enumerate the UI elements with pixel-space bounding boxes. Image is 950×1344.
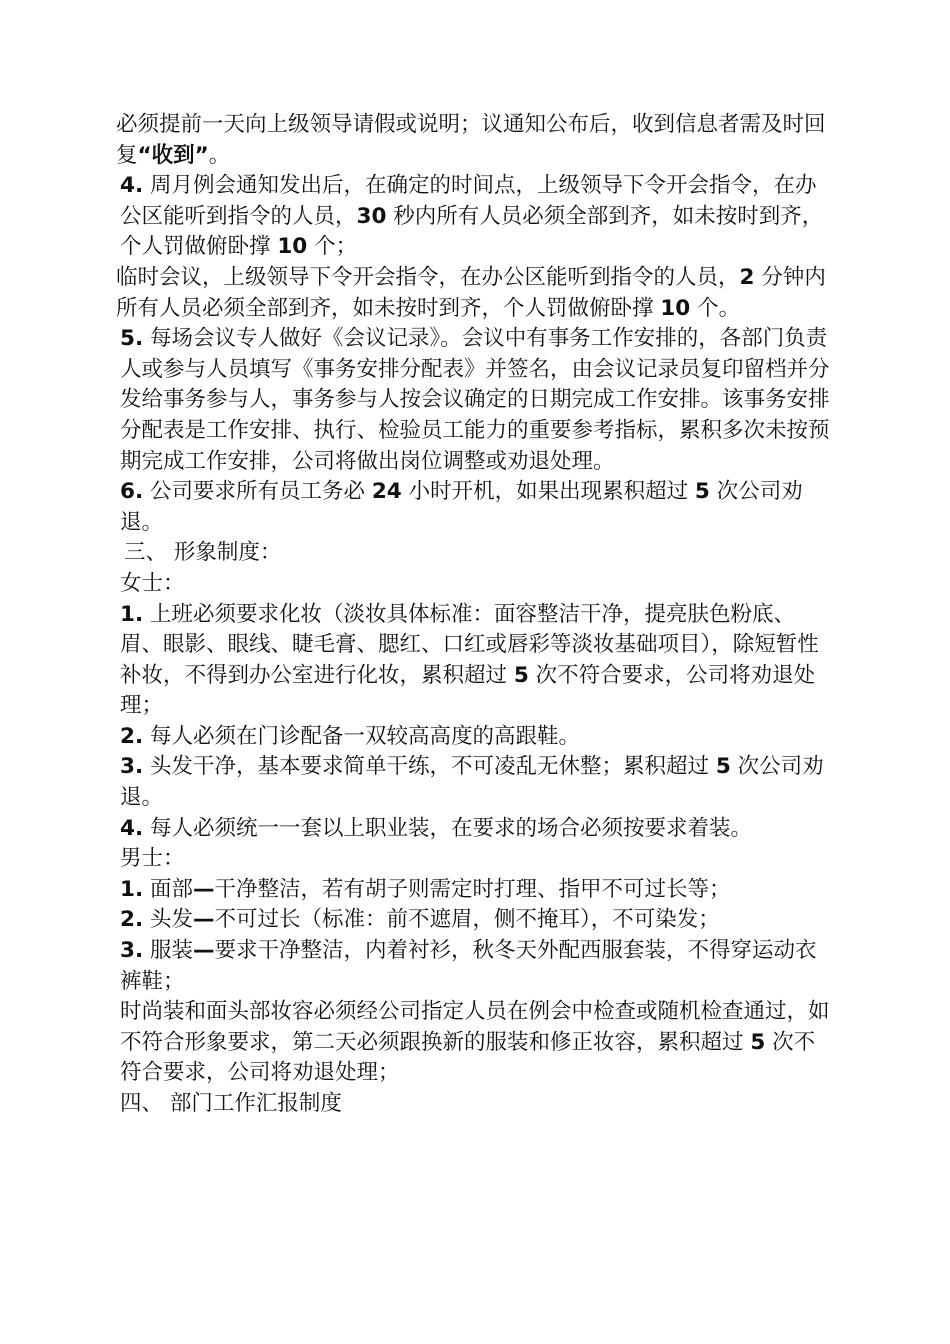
text-run: 周月例会通知发出后，在确定的时间点，上级领导下令开会指令，在办公区能听到指令的人员，: [120, 173, 817, 229]
p-item-4-monthly: [116, 171, 836, 263]
bold-text-run: 24: [371, 479, 402, 505]
p-temporary-meeting: [116, 263, 836, 324]
p-item-6-phone: [116, 477, 836, 538]
p-section-4-heading: [116, 1089, 836, 1120]
bold-text-run: 5: [694, 479, 710, 505]
text-run: 每场会议专人做好《会议记录》。会议中有事务工作安排的，各部门负责人或参与人员填写《事务安排分配表》并签名，由会议记录员复印留档并分发给事务参与人，事务参与人按会议确定的日期完成工作安排。该事务安排分配表是工作安排、执行、检验员工能力的重要参考指标，累积多次未按预期完成工作安排，公司将做出岗位调整或劝退处理。: [120, 326, 830, 474]
p-men-1-face: [116, 875, 836, 906]
bold-text-run: 2.: [120, 723, 144, 749]
text-run: 次不符合要求，公司将劝退处理；: [120, 1029, 816, 1086]
text-run: 女士：: [120, 570, 185, 596]
p-inspection: [116, 997, 836, 1089]
p-item-5-records: [116, 324, 836, 477]
text-run: 分钟内所有人员必须全部到齐，如未按时到齐，个人罚做俯卧撑: [116, 264, 826, 321]
bold-text-run: —: [192, 876, 215, 902]
text-run: 不可过长（标准：前不遮眉，侧不掩耳），不可染发；: [214, 907, 720, 933]
text-run: 。: [208, 142, 231, 168]
p-women-1-makeup: [116, 600, 836, 722]
text-run: 必须提前一天向上级领导请假或说明；议通知公布后，收到信息者需及时回复: [116, 112, 826, 168]
text-run: 公司要求所有员工务必: [143, 479, 372, 505]
text-run: 次不符合要求，公司将劝退处理；: [120, 662, 816, 719]
document-body: [116, 110, 836, 1120]
bold-text-run: 4.: [120, 815, 144, 841]
p-women-heading: [116, 569, 836, 600]
bold-text-run: 4.: [120, 173, 144, 199]
p-men-heading: [116, 844, 836, 875]
bold-text-run: —: [192, 938, 215, 964]
text-run: 时尚装和面头部妆容必须经公司指定人员在例会中检查或随机检查通过，如不符合形象要求，第二天必须跟换新的服装和修正妆容，累积超过: [120, 999, 830, 1055]
text-run: 每人必须统一一套以上职业装，在要求的场合必须按要求着装。: [143, 815, 752, 841]
bold-text-run: 3.: [120, 938, 144, 964]
text-run: 要求干净整洁，内着衬衫，秋冬天外配西服套装，不得穿运动衣裤鞋；: [120, 938, 817, 994]
bold-text-run: 10: [660, 295, 691, 321]
text-run: 个；: [307, 234, 358, 260]
bold-text-run: 3.: [120, 754, 144, 780]
bold-text-run: 6.: [120, 479, 144, 505]
text-run: 秒内所有人员必须全部到齐，如未按时到齐，个人罚做俯卧撑: [120, 203, 824, 260]
p-leave-notice: [116, 110, 836, 171]
bold-text-run: 30: [356, 203, 387, 229]
text-run: 临时会议，上级领导下令开会指令，在办公区能听到指令的人员，: [116, 264, 740, 290]
p-women-2-shoes: [116, 722, 836, 753]
p-women-3-hair: [116, 752, 836, 813]
text-run: 男士：: [120, 846, 185, 872]
bold-text-run: 5: [715, 754, 731, 780]
text-run: 三、 形象制度：: [124, 540, 282, 566]
text-run: 服装: [143, 938, 193, 964]
text-run: 面部: [143, 876, 193, 902]
p-section-3-heading: [116, 538, 836, 569]
bold-text-run: “收到”: [137, 142, 209, 168]
bold-text-run: 1.: [120, 601, 144, 627]
text-run: 次公司劝退。: [120, 479, 803, 535]
text-run: 四、 部门工作汇报制度: [120, 1091, 342, 1116]
bold-text-run: 10: [277, 234, 308, 260]
text-run: 每人必须在门诊配备一双较高高度的高跟鞋。: [143, 723, 580, 749]
bold-text-run: 5.: [120, 326, 144, 352]
bold-text-run: 5: [513, 662, 529, 688]
text-run: 小时开机，如果出现累积超过: [401, 479, 695, 505]
text-run: 干净整洁，若有胡子则需定时打理、指甲不可过长等；: [214, 876, 731, 902]
bold-text-run: 2.: [120, 907, 144, 933]
text-run: 头发: [143, 907, 193, 933]
bold-text-run: 2: [739, 264, 755, 290]
text-run: 个。: [690, 295, 741, 321]
p-men-2-hair: [116, 905, 836, 936]
bold-text-run: 1.: [120, 876, 144, 902]
bold-text-run: —: [192, 907, 215, 933]
p-women-4-uniform: [116, 814, 836, 845]
bold-text-run: 5: [750, 1029, 766, 1055]
text-run: 次公司劝退。: [120, 754, 824, 811]
p-men-3-clothing: [116, 936, 836, 997]
text-run: 头发干净，基本要求简单干练，不可凌乱无休整；累积超过: [143, 754, 716, 780]
text-run: 上班必须要求化妆（淡妆具体标准：面容整洁干净，提亮肤色粉底、眉、眼影、眼线、睫毛膏、腮红、口红或唇彩等淡妆基础项目），除短暂性补妆，不得到办公室进行化妆，累积超过: [120, 601, 819, 688]
